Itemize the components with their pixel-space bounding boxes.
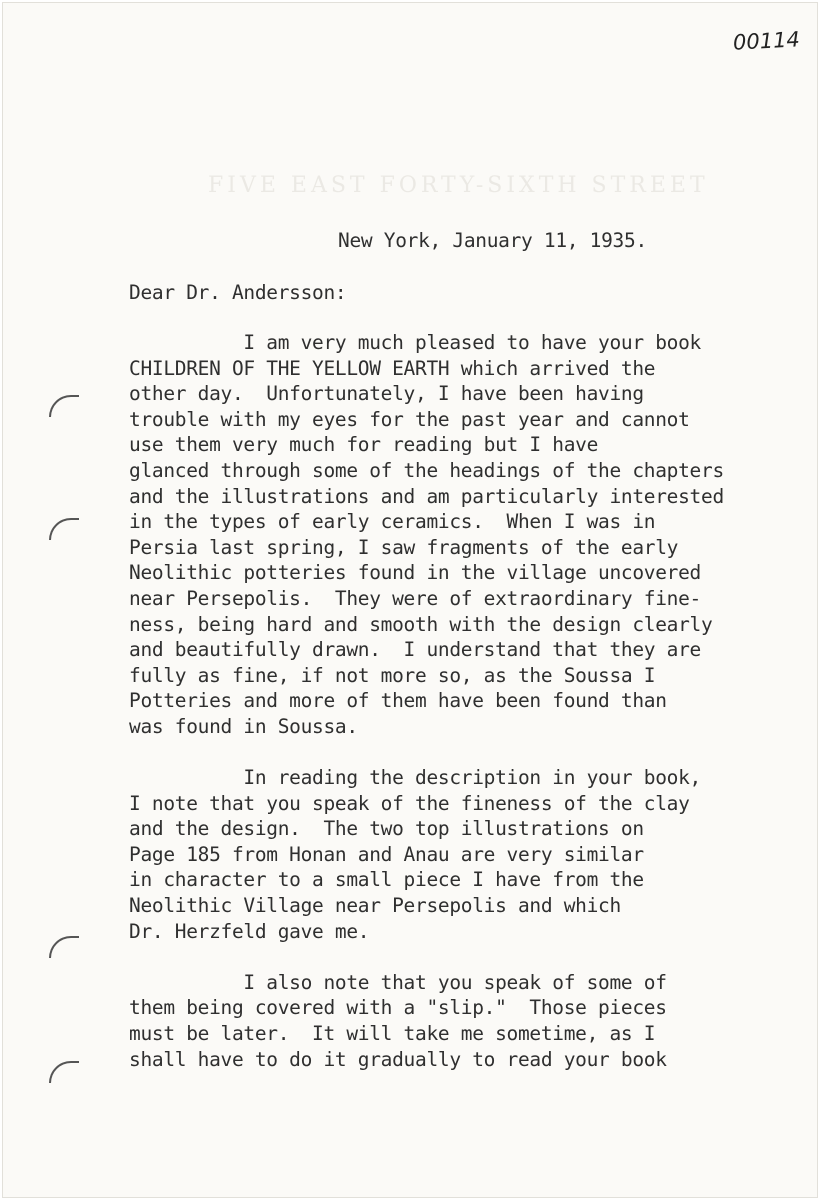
paragraph-gap: [129, 740, 789, 766]
paragraph-1-line: trouble with my eyes for the past year and cannot: [129, 407, 690, 431]
paragraph-1-line: and beautifully drawn. I understand that they are: [129, 638, 702, 662]
paragraph-3-line: shall have to do it gradually to read your book: [129, 1047, 667, 1071]
paragraph-3-line: them being covered with a "slip." Those pieces: [129, 996, 667, 1020]
paragraph-1-line: use them very much for reading but I have: [129, 433, 599, 457]
paragraph-1-line: glanced through some of the headings of the chapters: [129, 458, 724, 482]
paragraph-2-line: Neolithic Village near Persepolis and which: [129, 894, 621, 918]
paragraph-gap: [129, 944, 789, 970]
paragraph-1-line: ness, being hard and smooth with the design clearly: [129, 612, 713, 636]
paragraph-1-line: fully as fine, if not more so, as the Soussa I: [129, 663, 656, 687]
punch-hole-mark-3: [49, 936, 79, 958]
paragraph-1-line: and the illustrations and am particularly interested: [129, 484, 724, 508]
paragraph-1-line: was found in Soussa.: [129, 714, 358, 738]
paragraph-2-line: Page 185 from Honan and Anau are very similar: [129, 842, 644, 866]
paragraph-2-line: and the design. The two top illustrations on: [129, 817, 644, 841]
paragraph-3-line: must be later. It will take me sometime, as I: [129, 1022, 656, 1046]
paragraph-2-line: I note that you speak of the fineness of the clay: [129, 791, 690, 815]
paragraph-1-line: I am very much pleased to have your book: [129, 331, 702, 354]
punch-hole-mark-1: [49, 395, 79, 417]
paragraph-2-line: Dr. Herzfeld gave me.: [129, 919, 370, 943]
paragraph-1-line: in the types of early ceramics. When I was in: [129, 510, 656, 534]
paragraph-2-line: In reading the description in your book,: [129, 766, 702, 790]
dateline: New York, January 11, 1935.: [338, 229, 647, 252]
paragraph-3-line: I also note that you speak of some of: [129, 970, 667, 994]
paragraph-1-line: Neolithic potteries found in the village uncovered: [129, 561, 702, 585]
letter-page: [2, 2, 818, 1198]
letter-body: [129, 330, 789, 1072]
paragraph-1-line: other day. Unfortunately, I have been having: [129, 382, 644, 406]
paragraph-1-line: near Persepolis. They were of extraordinary fine-: [129, 586, 702, 610]
paragraph-1-line: CHILDREN OF THE YELLOW EARTH which arrived the: [129, 356, 656, 380]
handwritten-document-number: 00114: [732, 27, 801, 55]
paragraph-1-line: Persia last spring, I saw fragments of the early: [129, 535, 679, 559]
punch-hole-mark-4: [49, 1061, 79, 1083]
salutation: Dear Dr. Andersson:: [129, 281, 347, 304]
paragraph-2-line: in character to a small piece I have from the: [129, 868, 644, 892]
paragraph-1-line: Potteries and more of them have been found than: [129, 689, 667, 713]
faint-letterhead: FIVE EAST FORTY-SIXTH STREET: [208, 173, 709, 198]
punch-hole-mark-2: [49, 518, 79, 540]
